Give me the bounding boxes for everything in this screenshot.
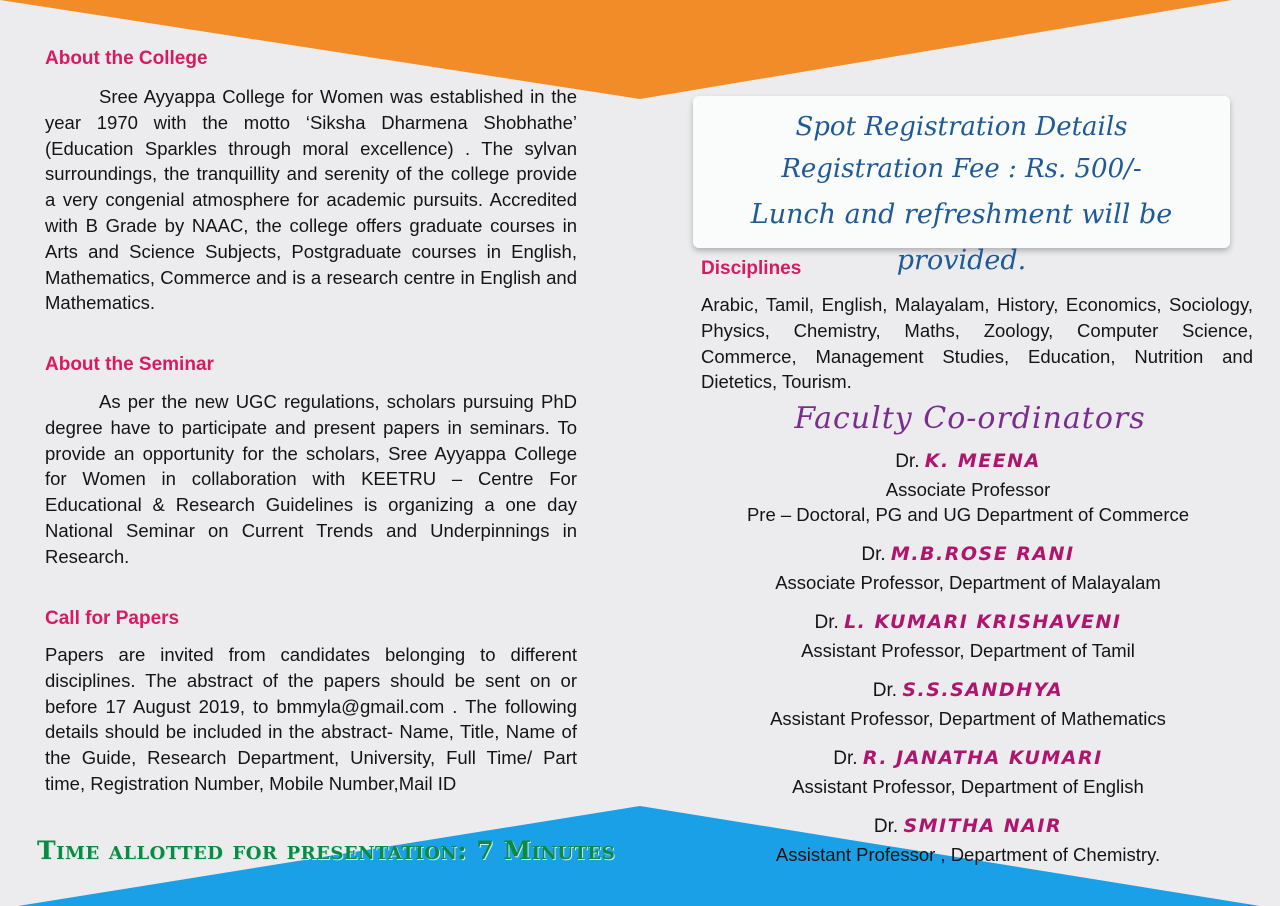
lunch-note: Lunch and refreshment will be provided. xyxy=(750,199,1173,276)
time-allotted-banner xyxy=(37,836,615,865)
about-college-text: Sree Ayyappa College for Women was established in the year 1970 with the motto ‘Siksha Dharmena Shobhathe’ (Education Sparkles through moral excellence) . The sylvan surroundings, the tranquillity and serenity of the college provide a very congenial atmosphere for academic pursuits. Accredited with B Grade by NAAC, the college offers graduate courses in Arts and Science Subjects, Postgraduate courses in English, Mathematics, Commerce and is a research centre in English and Mathematics. xyxy=(45,86,577,314)
name-prefix: Dr. xyxy=(814,612,839,633)
faculty-member xyxy=(680,539,1256,595)
faculty-coordinators-title: Faculty Co-ordinators xyxy=(794,401,1146,436)
faculty-name: M.B.ROSE RANI xyxy=(890,543,1075,565)
name-prefix: Dr. xyxy=(861,544,886,565)
faculty-role: Assistant Professor, Department of English xyxy=(792,776,1144,797)
faculty-name: SMITHA NAIR xyxy=(903,815,1063,837)
faculty-name: L. KUMARI KRISHAVENI xyxy=(844,611,1122,633)
time-allotted-label: Time allotted for presentation: xyxy=(37,836,468,865)
call-for-papers-text: Papers are invited from candidates belonging to different disciplines. The abstract of the papers should be sent on or before 17 August 2019, to bmmyla@gmail.com . The following details should be included in the abstract- Name, Title, Name of the Guide, Research Department, University, Full Time/ Part time, Registration Number, Mobile Number,Mail ID xyxy=(45,644,577,794)
registration-fee: Registration Fee : Rs. 500/- xyxy=(781,154,1142,184)
faculty-member xyxy=(680,446,1256,527)
faculty-name: K. MEENA xyxy=(924,450,1041,472)
faculty-role: Assistant Professor , Department of Chemistry. xyxy=(775,844,1161,865)
faculty-name: R. JANATHA KUMARI xyxy=(862,747,1103,769)
faculty-name: S.S.SANDHYA xyxy=(902,679,1064,701)
faculty-list xyxy=(680,446,1256,867)
faculty-role: Assistant Professor, Department of Mathematics xyxy=(770,708,1166,729)
time-allotted-value: 7 Minutes xyxy=(476,836,616,865)
faculty-role: Associate Professor, Department of Malayalam xyxy=(775,572,1161,593)
faculty-member xyxy=(680,811,1256,867)
disciplines-text: Arabic, Tamil, English, Malayalam, History, Economics, Sociology, Physics, Chemistry, Maths, Zoology, Computer Science, Commerce, Management Studies, Education, Nutrition and Dietetics, Tourism. xyxy=(701,294,1253,393)
name-prefix: Dr. xyxy=(873,816,899,837)
faculty-member xyxy=(680,743,1256,799)
spot-registration-title: Spot Registration Details xyxy=(795,112,1128,142)
faculty-role: Assistant Professor, Department of Tamil xyxy=(801,640,1135,661)
faculty-dept: Pre – Doctoral, PG and UG Department of Commerce xyxy=(746,504,1190,525)
faculty-member xyxy=(680,675,1256,731)
faculty-role: Associate Professor xyxy=(885,479,1051,500)
about-seminar-heading: About the Seminar xyxy=(45,354,214,375)
name-prefix: Dr. xyxy=(895,451,920,472)
faculty-member xyxy=(680,607,1256,663)
about-seminar-text: As per the new UGC regulations, scholars pursuing PhD degree have to participate and present papers in seminars. To provide an opportunity for the scholars, Sree Ayyappa College for Women in collaboration with KEETRU – Centre For Educational & Research Guidelines is organizing a one day National Seminar on Current Trends and Underpinnings in Research. xyxy=(45,391,577,567)
name-prefix: Dr. xyxy=(872,680,898,701)
call-for-papers-heading: Call for Papers xyxy=(45,608,180,629)
disciplines-heading: Disciplines xyxy=(701,258,802,279)
name-prefix: Dr. xyxy=(833,748,858,769)
about-college-heading: About the College xyxy=(45,48,208,69)
